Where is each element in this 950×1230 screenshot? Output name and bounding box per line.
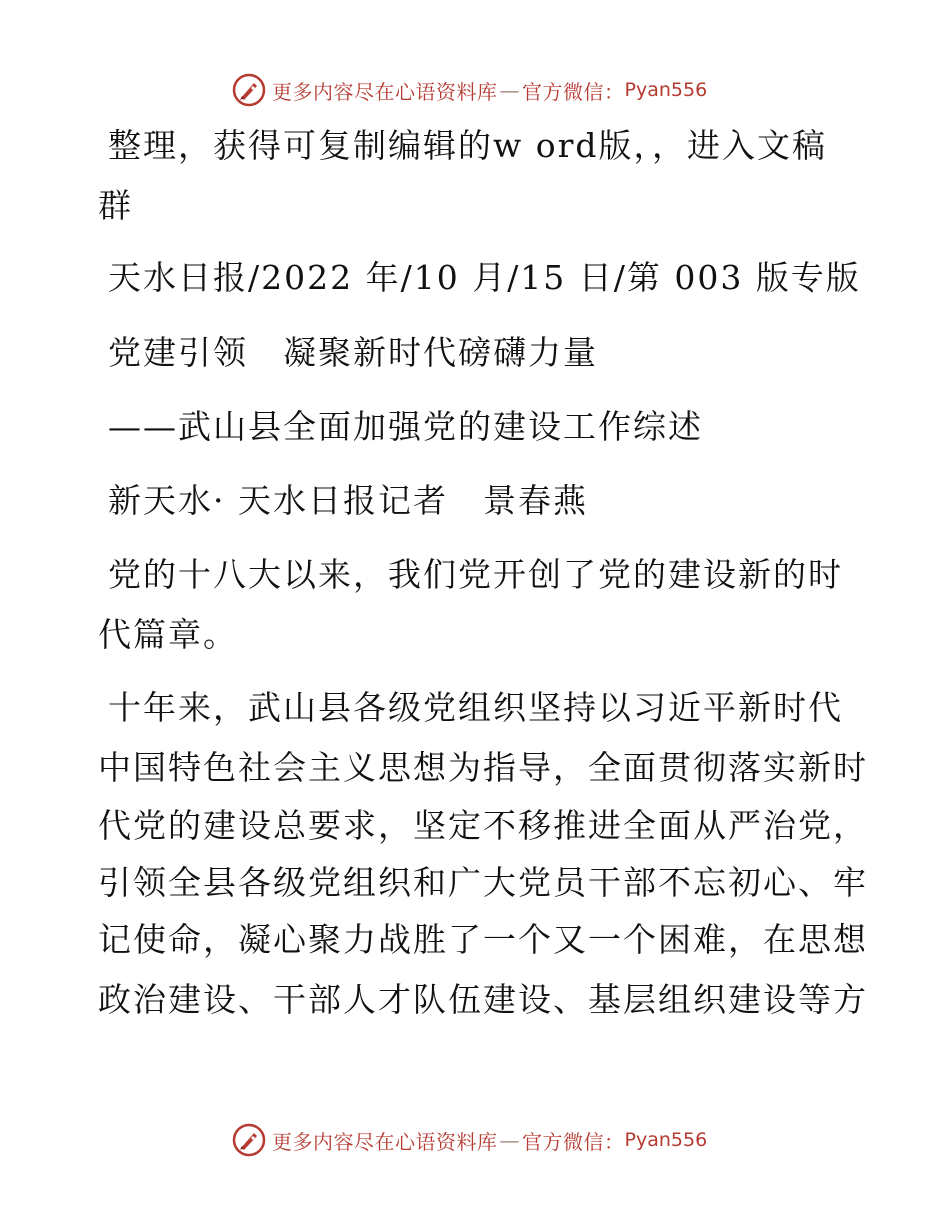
paragraph-1-line-2: 代篇章。 [98,615,238,654]
text-line-1: 整理，获得可复制编辑的w ord版，，进入文稿 [108,126,828,165]
paragraph-2-line-2: 中国特色社会主义思想为指导，全面贯彻落实新时 [98,748,868,787]
banner-separator: — [499,1128,520,1152]
paragraph-2-line-1: 十年来，武山县各级党组织坚持以习近平新时代 [108,688,843,727]
article-subtitle: ——武山县全面加强党的建设工作综述 [108,407,703,446]
paragraph-2-line-6: 政治建设、干部人才队伍建设、基层组织建设等方 [98,980,868,1019]
banner-separator: — [499,78,520,102]
wechat-label: 官方微信： [522,79,625,104]
wechat-label: 官方微信： [522,1129,625,1154]
site-name: 更多内容尽在心语资料库 [272,79,498,104]
paragraph-2-line-3: 代党的建设总要求，坚定不移推进全面从严治党， [98,806,868,845]
paragraph-2-line-4: 引领全县各级党组织和广大党员干部不忘初心、牢 [98,863,868,902]
article-title: 党建引领 凝聚新时代磅礴力量 [108,333,598,372]
text-line-2: 群 [98,186,133,225]
header-banner [232,72,707,108]
pen-nib-circle-icon [232,73,266,107]
pen-nib-circle-icon [232,1123,266,1157]
wechat-id: Pyan556 [624,1129,708,1151]
site-name: 更多内容尽在心语资料库 [272,1129,498,1154]
footer-banner [232,1122,707,1158]
source-line: 天水日报/2022 年/10 月/15 日/第 003 版专版 [108,258,861,297]
paragraph-1-line-1: 党的十八大以来，我们党开创了党的建设新的时 [108,555,843,594]
wechat-id: Pyan556 [624,79,708,101]
byline: 新天水· 天水日报记者 景春燕 [108,481,588,520]
paragraph-2-line-5: 记使命，凝心聚力战胜了一个又一个困难，在思想 [98,920,868,959]
